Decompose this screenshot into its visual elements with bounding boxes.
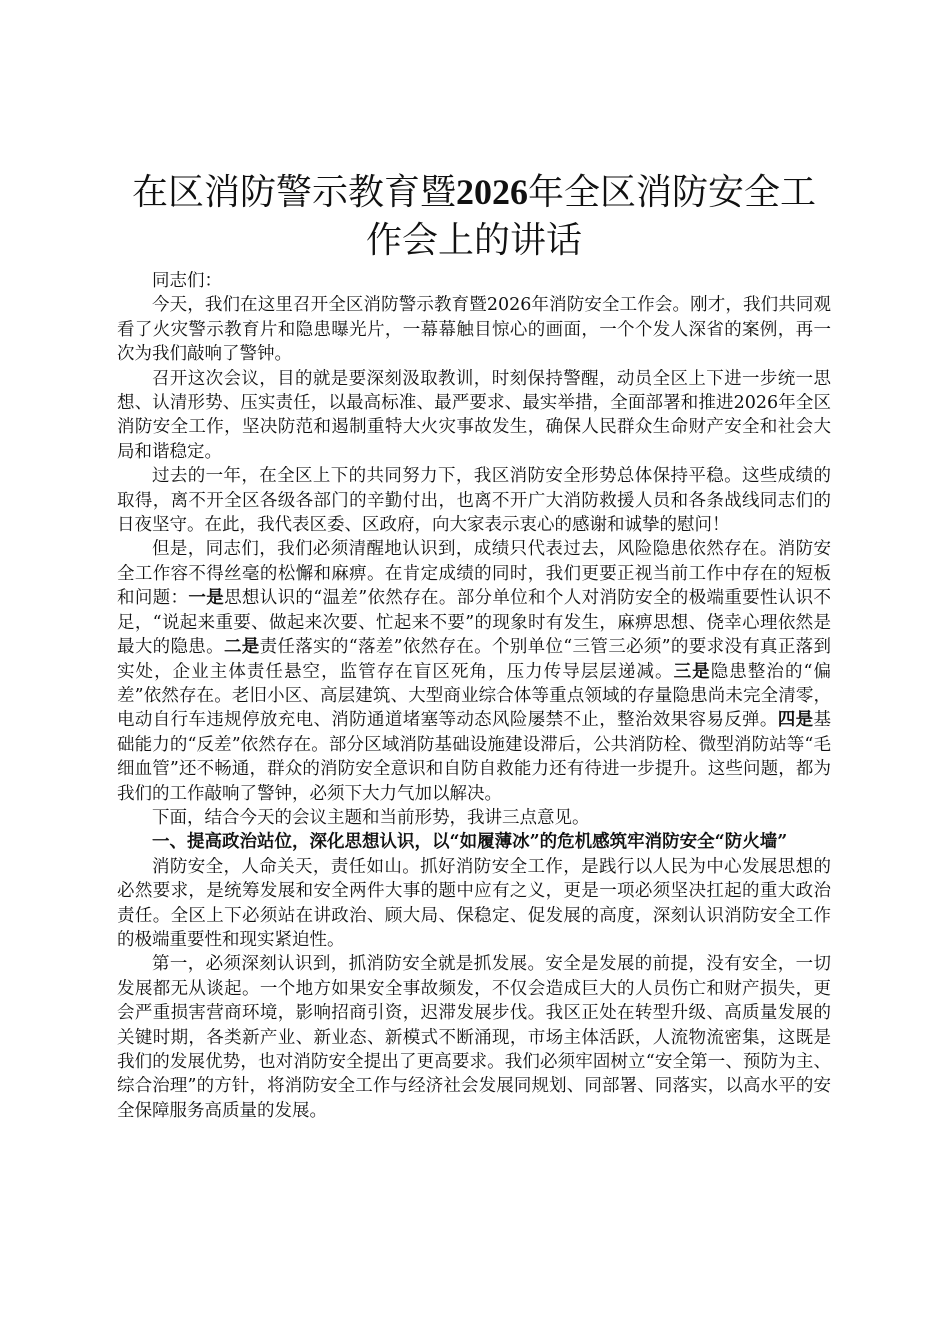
paragraph-2: 召开这次会议，目的就是要深刻汲取教训，时刻保持警醒，动员全区上下进一步统一思想、认清形势、压实责任，以最高标准、最严要求、最实举措，全面部署和推进2026年全区消防安全工作，坚决防范和遏制重特大火灾事故发生，确保人民群众生命财产安全和社会大局和谐稳定。 bbox=[117, 368, 831, 462]
paragraph-4 bbox=[117, 537, 831, 805]
paragraph-7: 第一，必须深刻认识到，抓消防安全就是抓发展。安全是发展的前提，没有安全，一切发展都无从谈起。一个地方如果安全事故频发，不仅会造成巨大的人员伤亡和财产损失，更会严重损害营商环境，影响招商引资，迟滞发展步伐。我区正处在转型升级、高质量发展的关键时期，各类新产业、新业态、新模式不断涌现，市场主体活跃，人流物流密集，这既是我们的发展优势，也对消防安全提出了更高要求。我们必须牢固树立“安全第一、预防为主、综合治理”的方针，将消防安全工作与经济社会发展同规划、同部署、同落实，以高水平的安全保障服务高质量的发展。 bbox=[117, 954, 831, 1121]
section-heading-1: 一、提高政治站位，深化思想认识，以“如履薄冰”的危机感筑牢消防安全“防火墙” bbox=[152, 832, 788, 853]
title-year: 2026 bbox=[456, 172, 528, 212]
point-four-text: 基础能力的“反差”依然存在。部分区域消防基础设施建设滞后，公共消防栓、微型消防站等“毛细血管”还不畅通，群众的消防安全意识和自防自救能力还有待进一步提升。这些问题，都为我们的工作敲响了警钟，必须下大力气加以解决。 bbox=[117, 710, 831, 804]
paragraph-4-intro: 但是，同志们，我们必须清醒地认识到，成绩只代表过去，风险隐患依然存在。消防安全工作容不得丝毫的松懈和麻痹。在肯定成绩的同时，我们更要正视当前工作中存在的短板和问题： bbox=[117, 539, 831, 609]
point-two-label: 二是 bbox=[223, 637, 260, 658]
document-title bbox=[117, 168, 831, 265]
document-page bbox=[117, 168, 831, 1123]
paragraph-6: 消防安全，人命关天，责任如山。抓好消防安全工作，是践行以人民为中心发展思想的必然要求，是统筹发展和安全两件大事的题中应有之义，更是一项必须坚决扛起的重大政治责任。全区上下必须站在讲政治、顾大局、保稳定、促发展的高度，深刻认识消防安全工作的极端重要性和现实紧迫性。 bbox=[117, 856, 831, 950]
point-three-text: 隐患整治的“偏差”依然存在。老旧小区、高层建筑、大型商业综合体等重点领域的存量隐患尚未完全清零，电动自行车违规停放充电、消防通道堵塞等动态风险屡禁不止，整治效果容易反弹。 bbox=[117, 661, 832, 731]
title-part2: 年全区消防安全工作会上的讲话 bbox=[365, 172, 817, 261]
paragraph-3: 过去的一年，在全区上下的共同努力下，我区消防安全形势总体保持平稳。这些成绩的取得，离不开全区各级各部门的辛勤付出，也离不开广大消防救援人员和各条战线同志们的日夜坚守。在此，我代表区委、区政府，向大家表示衷心的感谢和诚挚的慰问！ bbox=[117, 466, 831, 536]
point-one-label: 一是 bbox=[188, 588, 225, 609]
paragraph-1: 今天，我们在这里召开全区消防警示教育暨2026年消防安全工作会。刚才，我们共同观看了火灾警示教育片和隐患曝光片，一幕幕触目惊心的画面，一个个发人深省的案例，再一次为我们敲响了警钟。 bbox=[117, 295, 831, 365]
greeting: 同志们： bbox=[152, 271, 222, 291]
point-four-label: 四是 bbox=[777, 710, 814, 731]
point-three-label: 三是 bbox=[673, 661, 711, 682]
paragraph-5: 下面，结合今天的会议主题和当前形势，我讲三点意见。 bbox=[152, 807, 590, 828]
title-part1: 在区消防警示教育暨 bbox=[131, 172, 456, 213]
point-one-text: 思想认识的“温差”依然存在。部分单位和个人对消防安全的极端重要性认识不足，“说起来重要、做起来次要、忙起来不要”的现象时有发生，麻痹思想、侥幸心理依然是最大的隐患。 bbox=[117, 588, 832, 658]
point-two-text: 责任落实的“落差”依然存在。个别单位“三管三必须”的要求没有真正落到实处，企业主体责任悬空，监管存在盲区死角，压力传导层层递减。 bbox=[117, 637, 832, 682]
